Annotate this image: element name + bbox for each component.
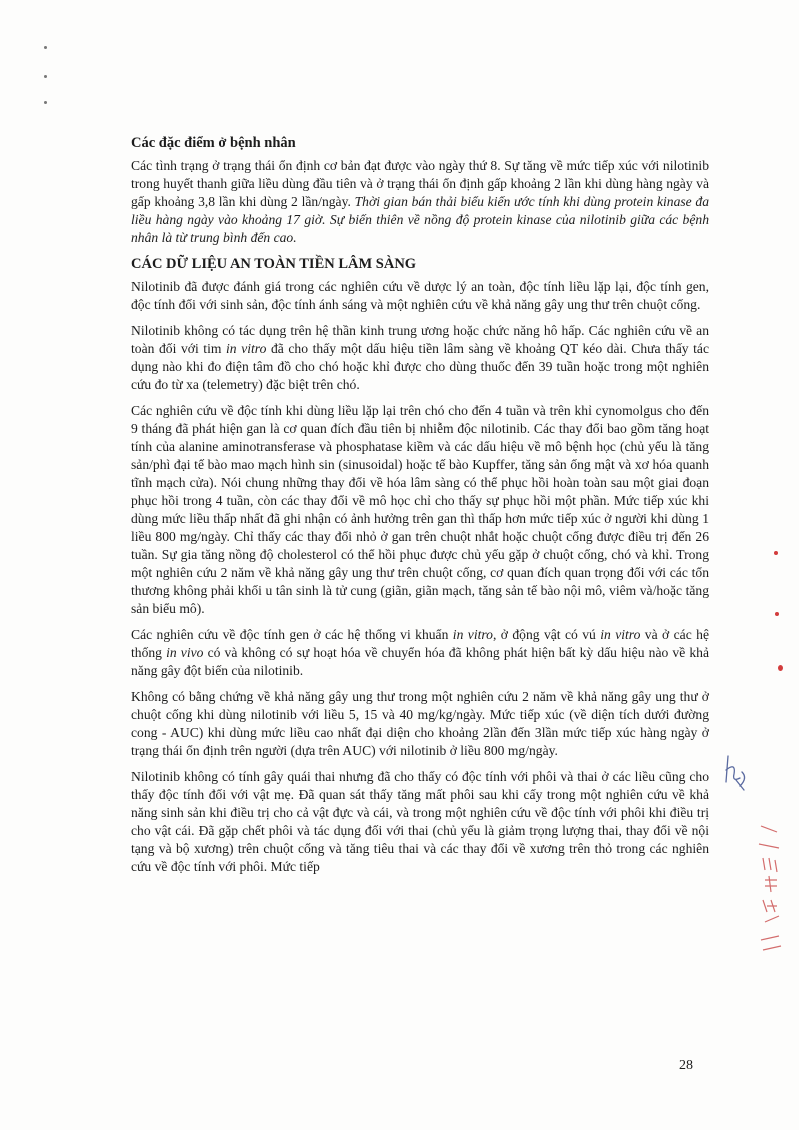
paragraph-text: Các nghiên cứu về độc tính gen ở các hệ thống vi khuẩn [131, 627, 453, 642]
section-heading-preclinical-safety: CÁC DỮ LIỆU AN TOÀN TIỀN LÂM SÀNG [131, 256, 417, 272]
paragraph-text: đã cho thấy một dấu hiệu tiền lâm sàng về khoảng QT kéo dài. Chưa thấy tác dụng nào khi đo điện tâm đồ cho chó hoặc khỉ được cho dùng thuốc đến 39 tuần hoặc trong một nghiên cứu đo từ xa (telemetry) đặc biệt trên chó. [131, 341, 709, 392]
paragraph-1: Nilotinib đã được đánh giá trong các nghiên cứu về dược lý an toàn, độc tính liều lặp lại, độc tính gen, độc tính đối với sinh sản, độc tính ánh sáng và một nghiên cứu về khả năng gây ung thư trên chuột cống. [131, 279, 709, 312]
paragraph-2 [131, 322, 709, 394]
paragraph-italic-text: Thời gian bán thải biểu kiến ước tính khi dùng protein kinase đa liều hàng ngày vào khoảng 17 giờ. Sự biến thiên về nồng độ protein kinase của nilotinib giữa các bệnh nhân là từ trung bình đến cao. [131, 194, 709, 245]
paragraph-patient-characteristics [131, 157, 709, 247]
paragraph-text: , ở động vật có vú [492, 627, 601, 642]
italic-term: in vitro [452, 627, 493, 642]
paragraph-4 [131, 626, 709, 680]
red-stamp-fragment-mark [755, 818, 795, 958]
italic-term: in vitro [226, 341, 267, 356]
italic-term: in vivo [166, 645, 204, 660]
paragraph-6: Nilotinib không có tính gây quái thai nhưng đã cho thấy có độc tính với phôi và thai ở các liều cũng cho thấy độc tính đối với vật mẹ. Đã quan sát thấy tăng mất phôi sau khi cấy trong một nghiên cứu về khả năng sinh sản khi điều trị cho cả vật đực và cái, và trong một nghiên cứu về độc tính với phôi khi điều trị cho vật cái. Đã gặp chết phôi và tác dụng đối với thai (chủ yếu là giảm trọng lượng thai, thay đổi về nội tạng và bộ xương) trên chuột cống và tăng tiêu thai và các thay đổi về xương trên thỏ trong các nghiên cứu về độc tính với phôi. Mức tiếp [131, 769, 709, 874]
paragraph-text: có và không có sự hoạt hóa về chuyển hóa đã không phát hiện bất kỳ dấu hiệu nào về khả năng gây đột biến của nilotinib. [131, 645, 709, 678]
scan-dot [44, 75, 47, 78]
page-body [131, 134, 709, 884]
scan-dot [44, 46, 47, 49]
paragraph-5: Không có bằng chứng về khả năng gây ung thư trong một nghiên cứu 2 năm về khả năng gây ung thư ở chuột cống khi dùng nilotinib với liều 5, 15 và 40 mg/kg/ngày. Mức tiếp xúc (về diện tích dưới đường cong - AUC) khi dùng mức liều cao nhất đại diện cho khoảng 2lần đến 3lần mức tiếp xúc hàng ngày ở trạng thái ổn định trên người (dựa trên AUC) với nilotinib ở liều 800 mg/ngày. [131, 689, 709, 758]
italic-term: in vitro [600, 627, 641, 642]
paragraph-3: Các nghiên cứu về độc tính khi dùng liều lặp lại trên chó cho đến 4 tuần và trên khỉ cynomolgus cho đến 9 tháng đã phát hiện gan là cơ quan đích đầu tiên bị nhiễm độc nilotinib. Các thay đổi bao gồm tăng hoạt tính của alanine aminotransferase và phosphatase kiềm và các dấu hiệu về mô bệnh học (chủ yếu là tăng sản/phì đại tế bào mao mạch hình sin (sinusoidal) hoặc tế bào Kupffer, tăng sản ống mật và xơ hóa quanh tĩnh mạch cửa). Nói chung những thay đổi về hóa lâm sàng có thể phục hồi hoàn toàn sau một giai đoạn phục hồi trong 4 tuần, còn các thay đổi về mô học chỉ cho thấy sự phục hồi một phần. Mức tiếp xúc khi dùng mức liều thấp nhất đã ghi nhận có ảnh hưởng trên gan thì thấp hơn mức tiếp xúc ở người khi dùng 1 liều 800 mg/ngày. Chỉ thấy các thay đổi nhỏ ở gan trên chuột nhắt hoặc chuột cống được điều trị đến 26 tuần. Sự gia tăng nồng độ cholesterol có thể hồi phục được chủ yếu gặp ở chuột cống, chó và khỉ. Trong một nghiên cứu 2 năm về khả năng gây ung thư trên chuột cống, cơ quan đích quan trọng đối với các tổn thương không phải khối u tân sinh là tử cung (giãn, giãn mạch, tăng sản tế bào nội mô, viêm và/hoặc tăng sản biểu mô). [131, 403, 709, 616]
stamp-dot [778, 665, 783, 671]
stamp-dot [774, 551, 778, 555]
scan-dot [44, 101, 47, 104]
paragraph-text: Các tình trạng ở trạng thái ổn định cơ bản đạt được vào ngày thứ 8. Sự tăng về mức tiếp xúc với nilotinib trong huyết thanh giữa liều dùng đầu tiên và ở trạng thái ổn định gấp khoảng 2 lần khi dùng hàng ngày và gấp khoảng 3,8 lần khi dùng 2 lần/ngày. [131, 158, 709, 209]
stamp-dot [775, 612, 779, 616]
section-heading-patient-characteristics: Các đặc điểm ở bệnh nhân [131, 135, 296, 151]
handwritten-initials-mark [722, 752, 752, 792]
page-number: 28 [679, 1058, 693, 1073]
paragraph-text: Nilotinib không có tác dụng trên hệ thần kinh trung ương hoặc chức năng hô hấp. Các nghiên cứu về an toàn đối với tim [131, 323, 709, 356]
paragraph-text: và ở các hệ thống [131, 627, 709, 660]
